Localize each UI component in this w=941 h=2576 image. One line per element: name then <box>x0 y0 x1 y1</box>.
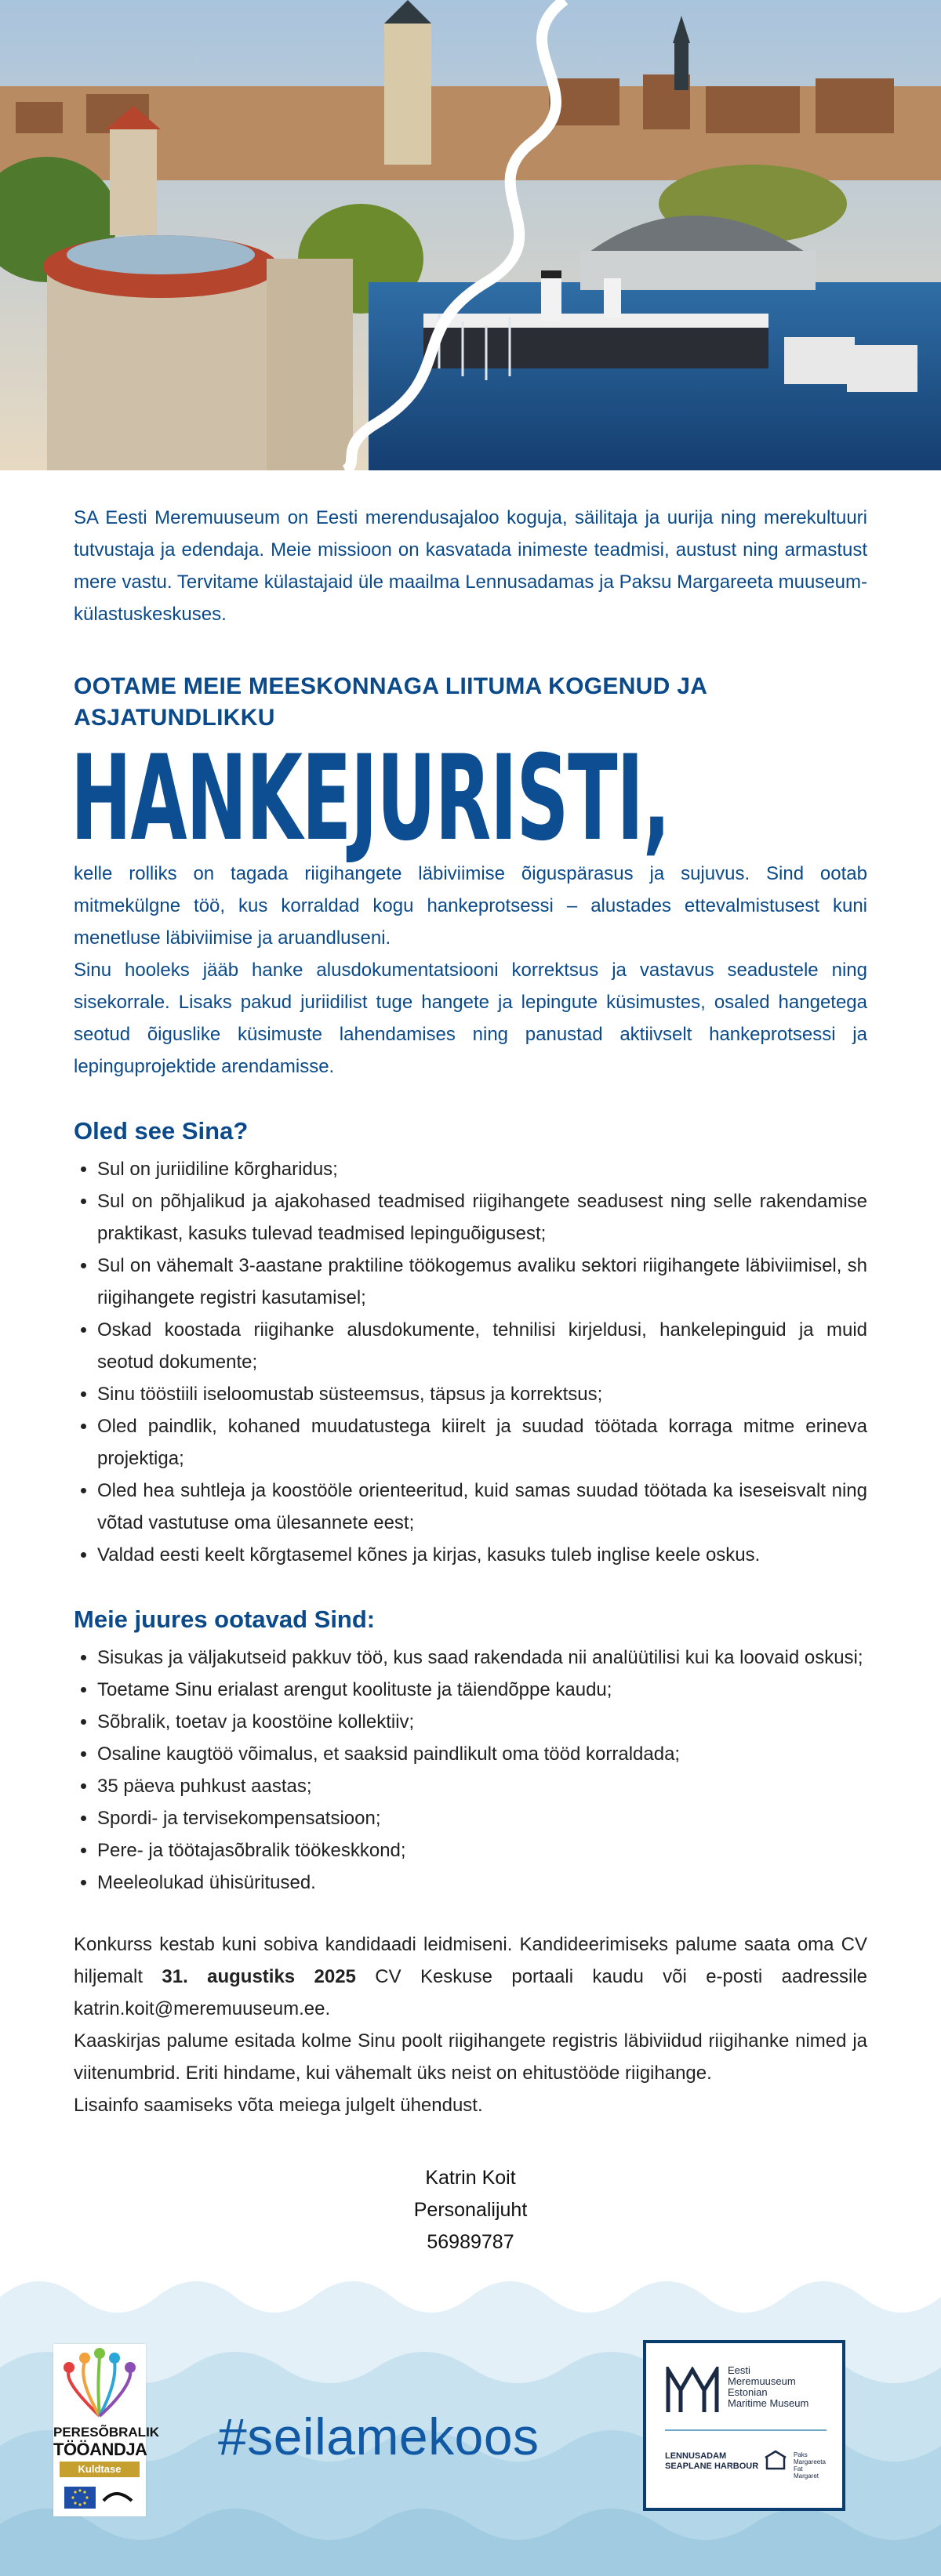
requirements-list <box>74 1153 867 1571</box>
maritime-museum-logo <box>643 2340 845 2511</box>
role-paragraph-2: Sinu hooleks jääb hanke alusdokumentatsiooni korrektsus ja vastavus seadustele ning sisekorrale. Lisaks pakud juriidilist tuge hangete ja lepingute küsimustes, osaled hangetega seotud õiguslike küsimuste lahendamises ning panustad aktiivselt hankeprotsessi ja lepinguprojektide arendamisse. <box>74 960 867 1077</box>
contact-block <box>74 2162 867 2259</box>
intro-paragraph: SA Eesti Meremuuseum on Eesti merendusajaloo koguja, säilitaja ja uurija ning merekultuuri tutvustaja ja edendaja. Meie missioon on kasvatada inimeste teadmisi, austust ning armastust mere vastu. Tervitame külastajaid üle maailma Lennusadamas ja Paksu Margareeta muuseum-külastuskeskuses. <box>74 507 867 625</box>
list-item: • Oled hea suhtleja ja koostööle orienteeritud, kuid samas suudad töötada ka iseseisvalt ning võtad vastutuse oma ülesannete eest; <box>97 1475 867 1539</box>
list-item: • 35 päeva puhkust aastas; <box>97 1770 867 1802</box>
badge-line-3: Kuldtase <box>60 2462 140 2477</box>
more-info-paragraph: Lisainfo saamiseks võta meiega julgelt ühendust. <box>74 2095 483 2116</box>
role-paragraph-1: kelle rolliks on tagada riigihangete läbiviimise õiguspärasus ja sujuvus. Sind ootab mitmekülgne töö, kus korraldad kogu hankeprotsessi – alustades ettevalmistusest kuni menetluse läbiviimise ja aruandluseni. <box>74 863 867 949</box>
people-icon <box>53 2347 146 2425</box>
museum-name-line: Maritime Museum <box>728 2397 809 2409</box>
museum-logo-icon <box>665 2367 720 2414</box>
list-item: • Spordi- ja tervisekompensatsioon; <box>97 1802 867 1834</box>
badge-line-1: PERESÕBRALIK <box>53 2425 160 2440</box>
cover-letter-paragraph: Kaaskirjas palume esitada kolme Sinu poolt riigihangete registris läbiviidud riigihanke nimed ja viitenumbrid. Eriti hindame, kui vähemalt üks neist on ehitustööde riigihange. <box>74 2030 867 2084</box>
list-item: • Oskad koostada riigihanke alusdokumente, tehnilisi kirjeldusi, hankelepinguid ja muid seotud dokumente; <box>97 1314 867 1378</box>
list-item: • Sõbralik, toetav ja koostöine kollektiiv; <box>97 1706 867 1738</box>
list-item: • Sisukas ja väljakutseid pakkuv töö, kus saad rakendada nii analüütilisi kui ka loovaid oskusi; <box>97 1642 867 1674</box>
fat-margaret-label <box>794 2451 826 2480</box>
family-friendly-employer-badge <box>53 2344 160 2516</box>
position-title: HANKEJURISTI, <box>71 731 670 867</box>
badge-line-2: TÖÖANDJA <box>53 2440 147 2459</box>
list-item: • Meeleolukad ühisüritused. <box>97 1867 867 1899</box>
requirements-heading: Oled see Sina? <box>74 1117 249 1145</box>
list-item: • Toetame Sinu erialast arengut koolituste ja täiendõppe kaudu; <box>97 1674 867 1706</box>
seaplane-line: LENNUSADAM <box>665 2451 727 2461</box>
list-item: • Oled paindlik, kohaned muudatustega kiirelt ja suudad töötada korraga mitme erineva projektiga; <box>97 1410 867 1475</box>
offers-heading: Meie juures ootavad Sind: <box>74 1605 376 1633</box>
list-item: • Sinu tööstiili iseloomustab süsteemsus, täpsus ja korrektsus; <box>97 1378 867 1410</box>
list-item: • Sul on vähemalt 3-aastane praktiline töökogemus avaliku sektori riigihangete läbiviimisel, sh riigihangete registri kasutamisel; <box>97 1250 867 1314</box>
eu-flag-icon <box>53 2482 146 2513</box>
contact-name: Katrin Koit <box>425 2167 516 2189</box>
list-item: • Valdad eesti keelt kõrgtasemel kõnes ja kirjas, kasuks tuleb inglise keele oskus. <box>97 1539 867 1571</box>
list-item: • Osaline kaugtöö võimalus, et saaksid paindlikult oma tööd korraldada; <box>97 1738 867 1770</box>
fat-margaret-line: Margaret <box>794 2473 819 2480</box>
main-content <box>71 502 867 2259</box>
list-item: • Sul on põhjalikud ja ajakohased teadmised riigihangete seadusest ning selle rakendamise praktikast, kasuks tulevad teadmised lepinguõigusest; <box>97 1185 867 1250</box>
seaplane-line: SEAPLANE HARBOUR <box>665 2462 759 2471</box>
hero-image <box>0 0 941 470</box>
contact-title: Personalijuht <box>413 2199 528 2221</box>
apply-text-post: CV Keskuse portaali kaudu või e-posti aadressile katrin.koit@meremuuseum.ee. <box>74 1966 867 2019</box>
deadline: 31. augustiks 2025 <box>162 1966 356 1987</box>
list-item: • Pere- ja töötajasõbralik töökeskkond; <box>97 1834 867 1867</box>
museum-name-line: Meremuuseum <box>728 2375 796 2387</box>
contact-phone: 56989787 <box>427 2231 514 2253</box>
apply-text-pre: Konkurss kestab kuni sobiva kandidaadi leidmiseni. Kandideerimiseks palume saata oma CV hiljemalt <box>74 1934 867 1987</box>
fat-margaret-line: Margareeta <box>794 2458 826 2465</box>
lead-heading: OOTAME MEIE MEESKONNAGA LIITUMA KOGENUD JA ASJATUNDLIKKU <box>74 673 707 731</box>
museum-name-line: Estonian <box>728 2386 768 2398</box>
museum-name <box>728 2365 808 2409</box>
footer <box>0 2266 941 2576</box>
fat-margaret-icon <box>764 2448 787 2472</box>
museum-name-line: Eesti <box>728 2364 750 2376</box>
hashtag: #seilamekoos <box>218 2407 540 2465</box>
apply-paragraph <box>74 1928 867 2025</box>
divider <box>665 2429 827 2431</box>
seaplane-harbour-label <box>665 2451 758 2472</box>
fat-margaret-line: Fat <box>794 2465 803 2473</box>
fat-margaret-line: Paks <box>794 2451 808 2458</box>
offers-list <box>74 1642 867 1899</box>
list-item: • Sul on juriidiline kõrgharidus; <box>97 1153 867 1185</box>
application-info <box>74 1928 867 2121</box>
